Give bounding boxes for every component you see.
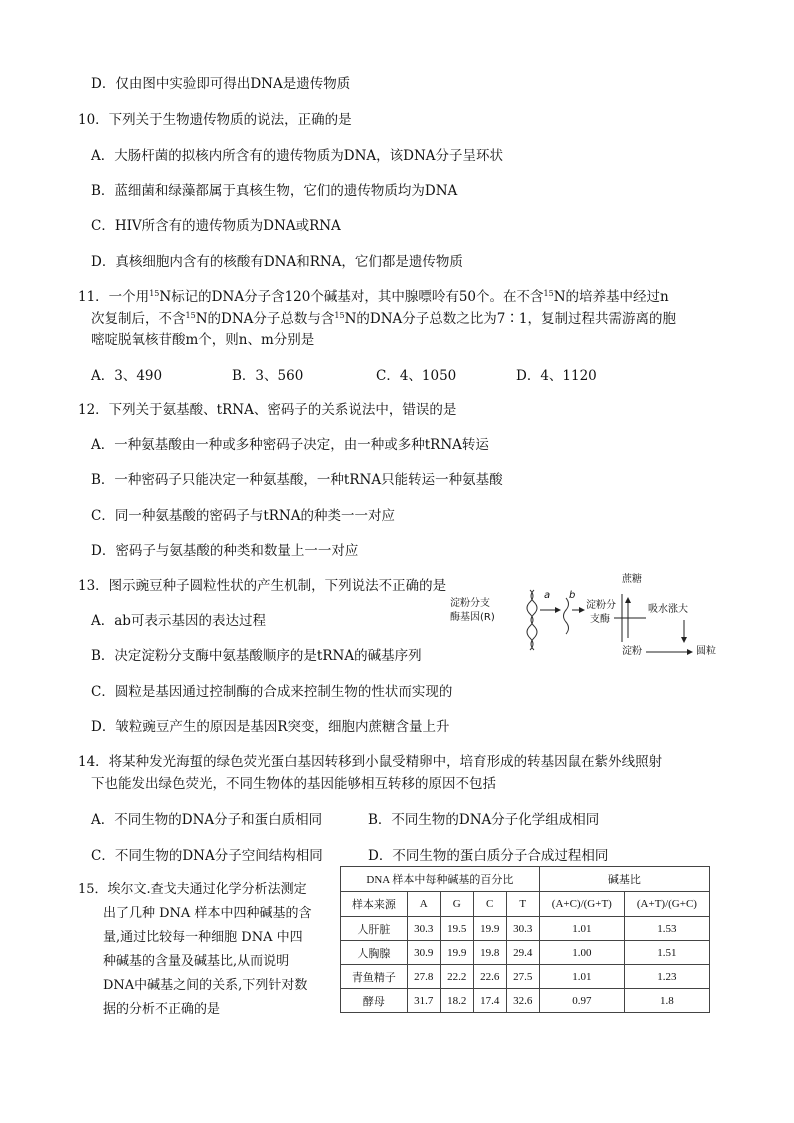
table-cell: 19.5 [440,917,473,941]
table-cell: 酵母 [341,989,408,1013]
q11-option-c: C．4、1050 [376,368,457,384]
table-cell: 30.9 [407,941,440,965]
q15-stem-line6: 据的分析不正确的是 [103,1002,221,1017]
dna-helix-strand-2 [531,590,537,650]
table-cell: 22.6 [473,965,506,989]
table-cell: 27.8 [407,965,440,989]
q13-option-a: A．ab可表示基因的表达过程 [91,613,266,629]
table-cell: 1.01 [539,917,624,941]
q9-option-d: D．仅由图中实验即可得出DNA是遗传物质 [91,76,351,92]
column-header: (A+C)/(G+T) [539,892,624,917]
table-cell: 31.7 [407,989,440,1013]
q15-stem-line5: DNA中碱基之间的关系,下列针对数 [103,978,308,993]
table-cell: 27.5 [506,965,539,989]
table-cell: 19.9 [440,941,473,965]
q14-option-d: D．不同生物的蛋白质分子合成过程相同 [368,848,609,864]
enzyme-label-line2: 支酶 [590,614,610,625]
table-cell: 1.23 [624,965,709,989]
step-a-label: a [544,590,551,601]
column-header: C [473,892,506,917]
table-cell: 18.2 [440,989,473,1013]
column-header: T [506,892,539,917]
table-row [341,989,710,1013]
mrna-strand [564,598,569,634]
q14-stem-line2: 下也能发出绿色荧光，不同生物体的基因能够相互转移的原因不包括 [91,776,496,792]
q13-option-b: B．决定淀粉分支酶中氨基酸顺序的是tRNA的碱基序列 [91,648,422,664]
q14-option-c: C．不同生物的DNA分子空间结构相同 [91,848,323,864]
column-header: (A+T)/(G+C) [624,892,709,917]
column-header: G [440,892,473,917]
q15-stem-line3: 量,通过比较每一种细胞 DNA 中四 [103,930,303,945]
step-b-label: b [569,590,576,601]
q14-option-b: B．不同生物的DNA分子化学组成相同 [368,812,600,828]
table-header-row [341,892,710,917]
table-cell: 19.8 [473,941,506,965]
q12-option-d: D．密码子与氨基酸的种类和数量上一一对应 [91,543,359,559]
table-cell: 青鱼精子 [341,965,408,989]
q15-stem-line2: 出了几种 DNA 样本中四种碱基的含 [103,906,312,921]
table-cell: 22.2 [440,965,473,989]
table-row [341,917,710,941]
table-cell: 1.01 [539,965,624,989]
q12-option-a: A．一种氨基酸由一种或多种密码子决定，由一种或多种tRNA转运 [91,437,489,453]
q11-option-b: B．3、560 [232,368,304,384]
q10-option-a: A．大肠杆菌的拟核内所含有的遗传物质为DNA，该DNA分子呈环状 [91,148,504,164]
q11-stem-line1: 11．一个用$^{15}$N标记的DNA分子含120个碱基对，其中腺嘌呤有50个。在不含$^{15}$N的培养基中经过n [78,289,669,305]
q10-option-b: B．蓝细菌和绿藻都属于真核生物，它们的遗传物质均为DNA [91,183,458,199]
q11-option-d: D．4、1120 [516,368,597,384]
table-cell: 19.9 [473,917,506,941]
table-cell: 30.3 [506,917,539,941]
table-cell: 1.8 [624,989,709,1013]
sucrose-label: 蔗糖 [622,574,642,585]
q11-stem-line2: 次复制后，不含$^{15}$N的DNA分子总数与含$^{15}$N的DNA分子总数之比为7∶1，复制过程共需游离的胞 [91,311,676,327]
q13-option-d: D．皱粒豌豆产生的原因是基因R突变，细胞内蔗糖含量上升 [91,719,450,735]
water-uptake-label: 吸水涨大 [648,604,688,615]
q10-option-c: C．HIV所含有的遗传物质为DNA或RNA [91,218,341,234]
q13-option-c: C．圆粒是基因通过控制酶的合成来控制生物的性状而实现的 [91,684,453,700]
enzyme-label-line1: 淀粉分 [586,600,616,611]
table-group-header-row [341,867,710,892]
table-cell: 人肝脏 [341,917,408,941]
base-ratio-table [340,866,710,1013]
table-row [341,941,710,965]
table-cell: 人胸腺 [341,941,408,965]
round-seed-label: 圆粒 [696,646,716,657]
table-cell: 1.00 [539,941,624,965]
q11-stem-line3: 嘧啶脱氧核苷酸m个，则n、m分别是 [91,332,315,348]
table-cell: 30.3 [407,917,440,941]
table-cell: 29.4 [506,941,539,965]
column-header: A [407,892,440,917]
group-header-ratio: 碱基比 [539,867,709,892]
q11-option-a: A．3、490 [91,368,163,384]
q15-stem-line4: 种碱基的含量及碱基比,从而说明 [103,954,290,969]
gene-label-line2: 酶基因(R) [450,612,495,623]
table-row [341,965,710,989]
q14-stem-line1: 14．将某种发光海蜇的绿色荧光蛋白基因转移到小鼠受精卵中，培育形成的转基因鼠在紫外线照射 [78,754,663,770]
q10-stem: 10．下列关于生物遗传物质的说法，正确的是 [78,112,352,128]
q12-option-b: B．一种密码子只能决定一种氨基酸，一种tRNA只能转运一种氨基酸 [91,472,503,488]
group-header-percent: DNA 样本中每种碱基的百分比 [341,867,540,892]
q12-stem: 12．下列关于氨基酸、tRNA、密码子的关系说法中，错误的是 [78,402,457,418]
q12-option-c: C．同一种氨基酸的密码子与tRNA的种类一一对应 [91,508,395,524]
table-cell: 32.6 [506,989,539,1013]
diagram-arrows [448,588,728,676]
q14-option-a: A．不同生物的DNA分子和蛋白质相同 [91,812,323,828]
q13-stem: 13．图示豌豆种子圆粒性状的产生机制，下列说法不正确的是 [78,578,447,594]
table-cell: 1.53 [624,917,709,941]
table-cell: 0.97 [539,989,624,1013]
column-header: 样本来源 [341,892,408,917]
table-cell: 1.51 [624,941,709,965]
gene-label-line1: 淀粉分支 [450,598,490,609]
starch-label: 淀粉 [622,646,642,657]
q10-option-d: D．真核细胞内含有的核酸有DNA和RNA，它们都是遗传物质 [91,254,463,270]
q13-mechanism-diagram [448,574,728,676]
table-cell: 17.4 [473,989,506,1013]
q15-stem-line1: 15．埃尔文.查戈夫通过化学分析法测定 [78,882,307,897]
